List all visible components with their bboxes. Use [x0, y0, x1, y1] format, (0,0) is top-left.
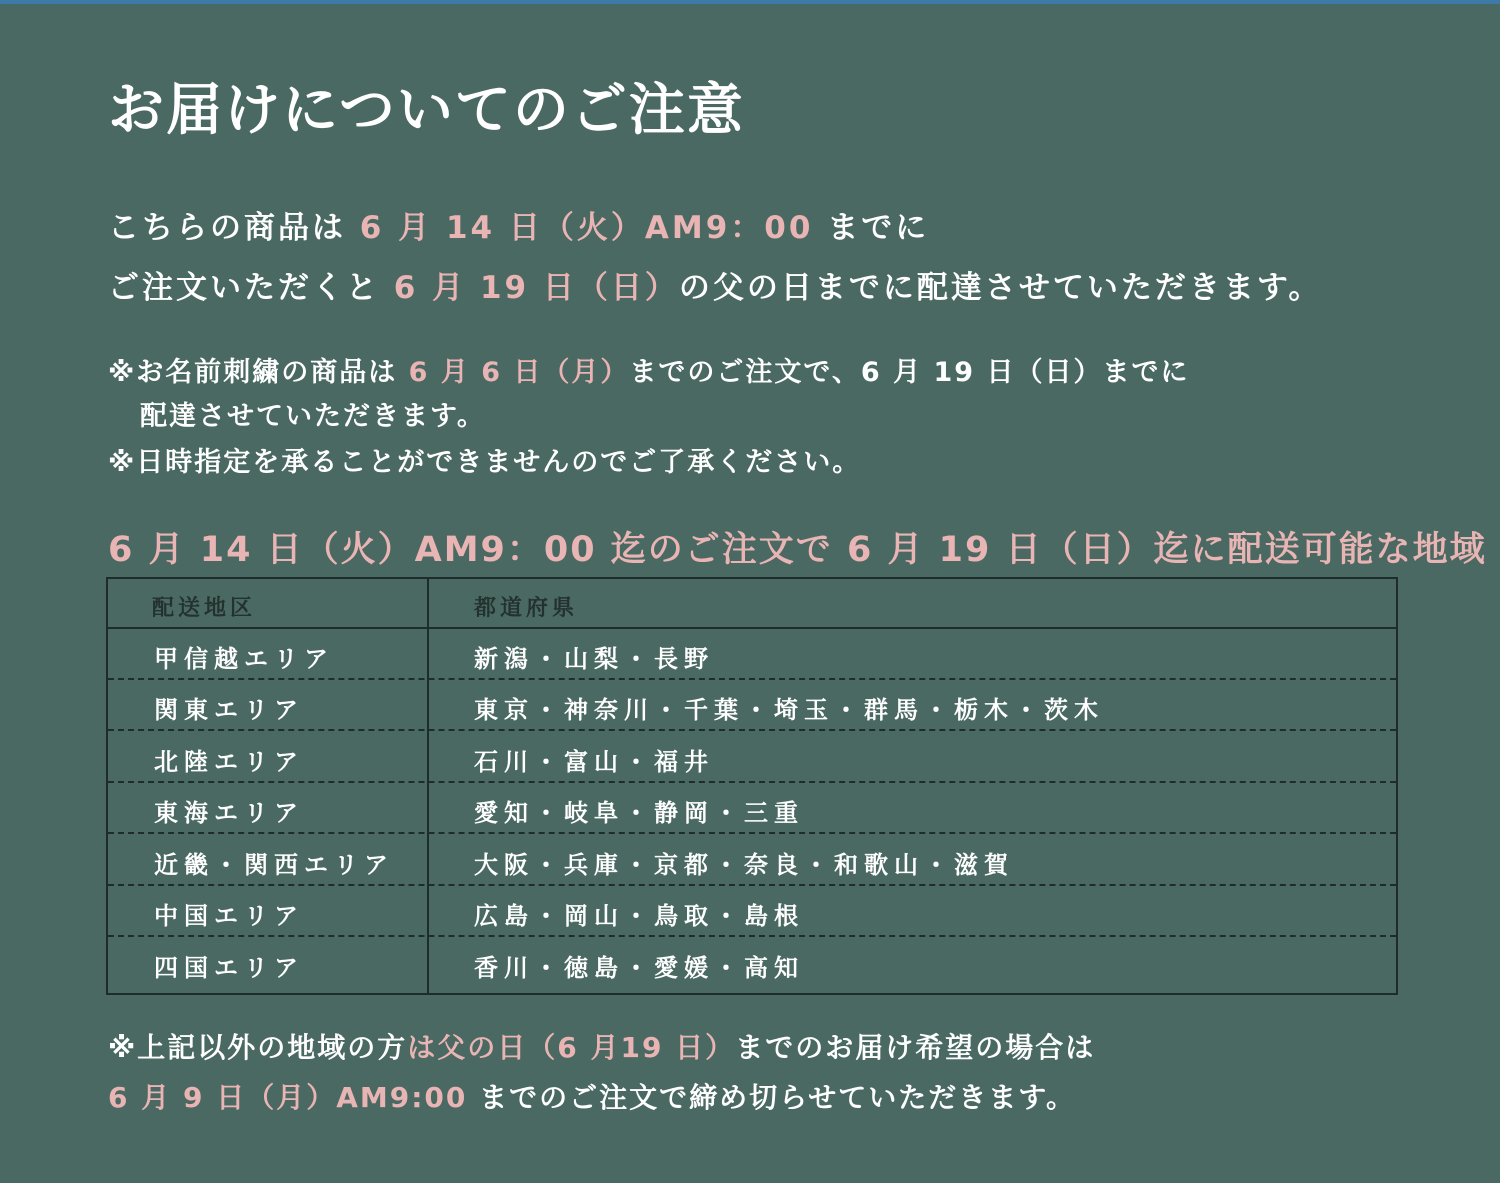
delivery-area-heading: 6 月 14 日（火）AM9：00 迄のご注文で 6 月 19 日（日）迄に配送可能な地域	[108, 530, 1487, 570]
footer-line-2-post: までのご注文で締め切らせていただきます。	[467, 1081, 1077, 1114]
embroidery-note-post: までのご注文で、6 月 19 日（日）までに	[629, 357, 1190, 388]
prefectures-cell: 愛知・岐阜・静岡・三重	[474, 799, 804, 827]
lead-line-2-post: の父の日までに配達させていただきます。	[678, 270, 1323, 306]
lead-line-2	[108, 262, 1322, 307]
area-cell: 近畿・関西エリア	[154, 851, 394, 879]
order-deadline-date: 6 月 14 日（火）AM9：00	[359, 210, 814, 246]
area-cell: 甲信越エリア	[154, 645, 334, 673]
prefectures-cell: 石川・富山・福井	[474, 748, 714, 776]
prefectures-cell: 広島・岡山・鳥取・島根	[474, 902, 804, 930]
table-header-row	[108, 579, 1396, 629]
table-row	[108, 629, 1396, 680]
header-prefectures: 都道府県	[474, 596, 579, 621]
table-row	[108, 938, 1396, 989]
footer-line-1	[108, 1026, 1095, 1066]
embroidery-note-pre: ※お名前刺繍の商品は	[108, 357, 409, 388]
prefectures-cell: 新潟・山梨・長野	[474, 645, 714, 673]
area-cell: 四国エリア	[154, 954, 304, 982]
header-area: 配送地区	[152, 596, 257, 621]
page-title: お届けについてのご注意	[108, 78, 745, 143]
lead-line-1-pre: こちらの商品は	[108, 210, 360, 246]
footer-line-1-post: までのお届け希望の場合は	[735, 1031, 1096, 1064]
fathers-day-highlight: は父の日（6 月19 日）	[407, 1031, 736, 1064]
no-time-designation-note: ※日時指定を承ることができませんのでご了承ください。	[108, 447, 862, 478]
footer-line-2	[108, 1076, 1076, 1116]
table-row	[108, 680, 1396, 731]
lead-line-1-post: までに	[813, 210, 930, 246]
prefectures-cell: 大阪・兵庫・京都・奈良・和歌山・滋賀	[474, 851, 1014, 879]
prefectures-cell: 香川・徳島・愛媛・高知	[474, 954, 804, 982]
area-cell: 関東エリア	[154, 696, 304, 724]
column-divider	[427, 579, 429, 993]
prefectures-cell: 東京・神奈川・千葉・埼玉・群馬・栃木・茨木	[474, 696, 1104, 724]
lead-line-1	[108, 202, 929, 247]
area-cell: 中国エリア	[154, 902, 304, 930]
footer-line-1-pre: ※上記以外の地域の方	[108, 1031, 408, 1064]
area-cell: 北陸エリア	[154, 748, 304, 776]
table-row	[108, 732, 1396, 783]
delivery-date: 6 月 19 日（日）	[393, 270, 679, 306]
embroidery-note-continued: 配達させていただきます。	[140, 401, 486, 432]
delivery-area-table	[106, 577, 1398, 995]
area-cell: 東海エリア	[154, 799, 304, 827]
embroidery-note	[108, 350, 1189, 389]
top-accent-bar	[0, 0, 1500, 4]
table-row	[108, 783, 1396, 834]
table-row	[108, 835, 1396, 886]
lead-line-2-pre: ご注文いただくと	[108, 270, 394, 306]
other-area-deadline-date: 6 月 9 日（月）AM9:00	[108, 1081, 468, 1114]
embroidery-deadline-date: 6 月 6 日（月）	[408, 357, 630, 388]
table-row	[108, 886, 1396, 937]
